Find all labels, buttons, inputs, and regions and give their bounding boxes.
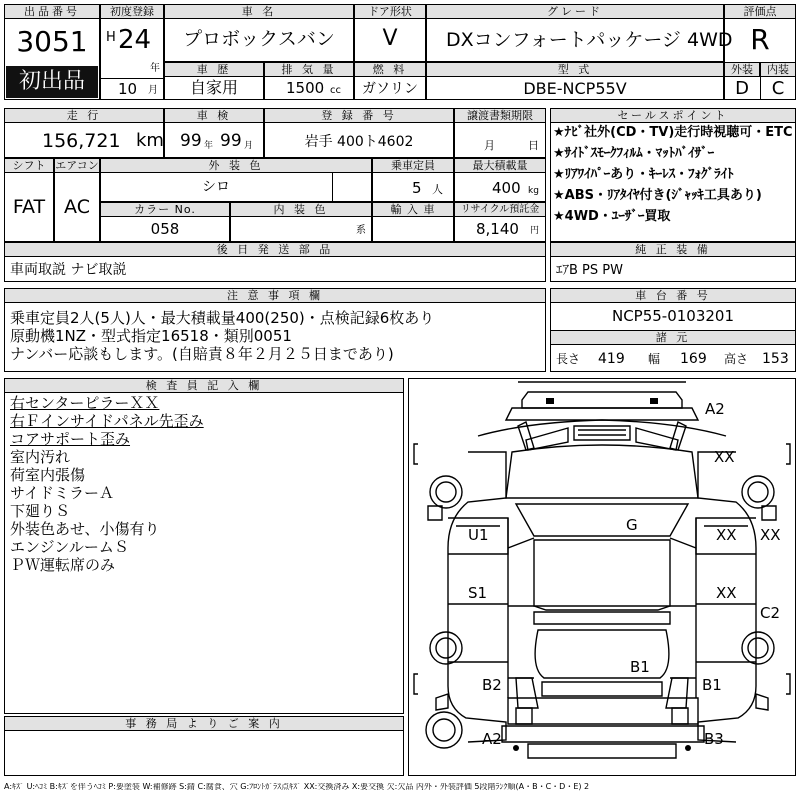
inspector-line: エンジンルームＳ bbox=[10, 538, 129, 556]
note-line: ナンバー応談もします。(自賠責８年２月２５日まであり) bbox=[10, 345, 394, 363]
month-unit: 月 bbox=[148, 85, 158, 96]
office-box bbox=[4, 716, 404, 776]
width-label: 幅 bbox=[648, 352, 661, 366]
deadline-day: 日 bbox=[528, 139, 539, 152]
model: DBE-NCP55V bbox=[523, 79, 627, 98]
inspector-lines bbox=[10, 396, 204, 576]
sales-points-label: セールスポイント bbox=[550, 108, 796, 123]
inspector-line: 右Ｆインサイドパネル先歪み bbox=[10, 412, 204, 430]
inspector-line: ＰＷ運転席のみ bbox=[10, 556, 116, 574]
inspection-month: 99 bbox=[220, 131, 242, 151]
recycle-label: リサイクル預託金 bbox=[454, 202, 546, 217]
color: シロ bbox=[202, 179, 230, 195]
displacement-label: 排 気 量 bbox=[264, 62, 354, 77]
inspection-year-unit: 年 bbox=[204, 141, 214, 151]
inspection-label: 車 検 bbox=[164, 108, 264, 123]
inspector-line: 右センターピラーＸＸ bbox=[10, 394, 160, 412]
car-diagram bbox=[408, 378, 796, 776]
car-name-label: 車 名 bbox=[164, 4, 354, 19]
car-name: プロボックスバン bbox=[183, 28, 335, 50]
inspector-line: 下廻りＳ bbox=[10, 502, 71, 520]
ac-label: エアコン bbox=[55, 159, 99, 172]
history: 自家用 bbox=[189, 78, 238, 97]
sales-point: ★4WD・ﾕｰｻﾞｰ買取 bbox=[553, 209, 671, 224]
mark-a2-top: A2 bbox=[705, 400, 725, 418]
interior-label: 内装 bbox=[760, 62, 796, 77]
capacity-unit: 人 bbox=[432, 183, 443, 196]
fuel: ガソリン bbox=[362, 81, 418, 97]
inspector-line: 室内汚れ bbox=[10, 448, 71, 466]
plate-label: 登 録 番 号 bbox=[264, 108, 454, 123]
era-letter: H bbox=[106, 30, 116, 45]
inspector-line: コアサポート歪み bbox=[10, 430, 131, 448]
color-no-label: カラー No. bbox=[100, 202, 230, 217]
office-label: 事 務 局 よ り ご 案 内 bbox=[4, 716, 404, 731]
deadline-label: 譲渡書類期限 bbox=[454, 108, 546, 123]
sales-point: ★ABS・ﾘｱﾀｲﾔ付き(ｼﾞｬｯｷ工具あり) bbox=[553, 188, 762, 203]
km-unit: km bbox=[136, 130, 164, 151]
mark-a2-bottom: A2 bbox=[482, 730, 502, 748]
legend: A:ｷｽﾞ U:ﾍｺﾐ B:ｷｽﾞを伴うﾍｺﾐ P:要塗装 W:補修跡 S:錆 C:腐食、穴 G:ﾌﾛﾝﾄｶﾞﾗｽ点ｷｽﾞ XX:交換済み X:要交換 欠:欠品 内外・外装評価 5段階ﾗﾝｸ順(A・B・C・D・E) 2 bbox=[4, 783, 590, 791]
notes-label: 注 意 事 項 欄 bbox=[4, 288, 546, 303]
height: 153 bbox=[762, 351, 789, 367]
sales-point: ★ﾅﾋﾞ社外(CD・TV)走行時視聴可・ETC bbox=[553, 125, 793, 140]
mark-c2: C2 bbox=[760, 604, 781, 622]
registration-month: 10 bbox=[118, 80, 138, 98]
equipment: ｴｱB PS PW bbox=[556, 263, 623, 278]
dimensions-label: 諸 元 bbox=[550, 330, 796, 345]
capacity: 5 bbox=[412, 179, 422, 197]
mark-xx-rear-door: XX bbox=[716, 584, 737, 602]
sales-points-list bbox=[553, 126, 795, 231]
rear-parts-label: 後 日 発 送 部 品 bbox=[4, 242, 546, 257]
kg-unit: kg bbox=[528, 186, 539, 196]
max-load: 400 bbox=[492, 179, 521, 197]
mileage-label: 走 行 bbox=[4, 108, 164, 123]
first-listing-badge: 初出品 bbox=[6, 66, 98, 98]
mark-xx-pillar: XX bbox=[760, 526, 781, 544]
chassis-number: NCP55-0103201 bbox=[611, 307, 735, 325]
lot-number: 3051 bbox=[16, 25, 88, 58]
yen-unit: 円 bbox=[530, 226, 540, 236]
color-no: 058 bbox=[150, 220, 180, 238]
inspection-month-unit: 月 bbox=[244, 141, 254, 151]
displacement: 1500 bbox=[286, 79, 325, 97]
recycle: 8,140 bbox=[476, 220, 519, 238]
sales-point: ★ﾘｱﾜｲﾊﾟｰあり・ｷｰﾚｽ・ﾌｫｸﾞﾗｲﾄ bbox=[553, 167, 734, 182]
equipment-label: 純 正 装 備 bbox=[550, 242, 796, 257]
fuel-label: 燃 料 bbox=[354, 62, 426, 77]
registration-year: 24 bbox=[118, 25, 152, 55]
mark-s1: S1 bbox=[468, 584, 488, 602]
lot-number-label: 出品番号 bbox=[4, 4, 100, 19]
exterior-grade: D bbox=[735, 78, 749, 99]
notes-lines bbox=[10, 309, 434, 363]
inspector-label: 検 査 員 記 入 欄 bbox=[4, 378, 404, 393]
chassis-label: 車 台 番 号 bbox=[550, 288, 796, 303]
mark-xx-front-right: XX bbox=[714, 448, 735, 466]
width: 169 bbox=[680, 351, 707, 367]
grade-label: グレード bbox=[426, 4, 724, 19]
length-label: 長さ bbox=[556, 352, 581, 366]
note-line: 原動機1NZ・型式指定16518・類別0051 bbox=[10, 327, 292, 345]
shift-label: シフト bbox=[4, 158, 54, 173]
height-label: 高さ bbox=[724, 352, 749, 366]
import-label: 輸 入 車 bbox=[372, 202, 454, 217]
door-type: V bbox=[382, 26, 398, 51]
mark-u1: U1 bbox=[468, 526, 489, 544]
plate: 岩手 400ト4602 bbox=[304, 134, 414, 150]
mark-b1-roof: B1 bbox=[630, 658, 650, 676]
deadline-month: 月 bbox=[484, 139, 495, 152]
exterior-label: 外装 bbox=[724, 62, 760, 77]
length: 419 bbox=[598, 351, 625, 367]
interior-color-unit: 系 bbox=[356, 225, 366, 236]
year-unit: 年 bbox=[150, 63, 160, 74]
sales-point: ★ｻｲﾄﾞｽﾓｰｸﾌｨﾙﾑ・ﾏｯﾄﾊﾞｲｻﾞｰ bbox=[553, 146, 715, 161]
mark-g: G bbox=[626, 516, 638, 534]
first-registration-label: 初度登録 bbox=[100, 4, 164, 19]
shift: FAT bbox=[12, 196, 46, 218]
interior-grade: C bbox=[771, 78, 785, 99]
mark-xx-front-door: XX bbox=[716, 526, 737, 544]
max-load-label: 最大積載量 bbox=[454, 158, 546, 173]
door-label: ドア形状 bbox=[354, 4, 426, 19]
inspector-line: サイドミラーＡ bbox=[10, 484, 114, 502]
interior-color-label: 内 装 色 bbox=[230, 202, 372, 217]
mark-b2: B2 bbox=[482, 676, 502, 694]
color-label: 外 装 色 bbox=[100, 158, 372, 173]
score-label: 評価点 bbox=[724, 4, 796, 19]
inspection-year: 99 bbox=[180, 131, 202, 151]
note-line: 乗車定員2人(5人)人・最大積載量400(250)・点検記録6枚あり bbox=[10, 309, 435, 327]
mark-b1-rear-right: B1 bbox=[702, 676, 722, 694]
ac: AC bbox=[64, 196, 90, 218]
mark-b3: B3 bbox=[704, 730, 724, 748]
grade: DXコンフォートパッケージ 4WD bbox=[446, 29, 733, 51]
model-label: 型 式 bbox=[426, 62, 724, 77]
mileage: 156,721 bbox=[42, 130, 121, 152]
score: R bbox=[750, 23, 770, 56]
rear-parts: 車両取説 ナビ取説 bbox=[10, 262, 127, 278]
capacity-label: 乗車定員 bbox=[372, 158, 454, 173]
inspector-line: 荷室内張傷 bbox=[10, 466, 86, 484]
inspector-line: 外装色あせ、小傷有り bbox=[10, 520, 160, 538]
history-label: 車 歴 bbox=[164, 62, 264, 77]
cc-unit: cc bbox=[330, 85, 341, 96]
